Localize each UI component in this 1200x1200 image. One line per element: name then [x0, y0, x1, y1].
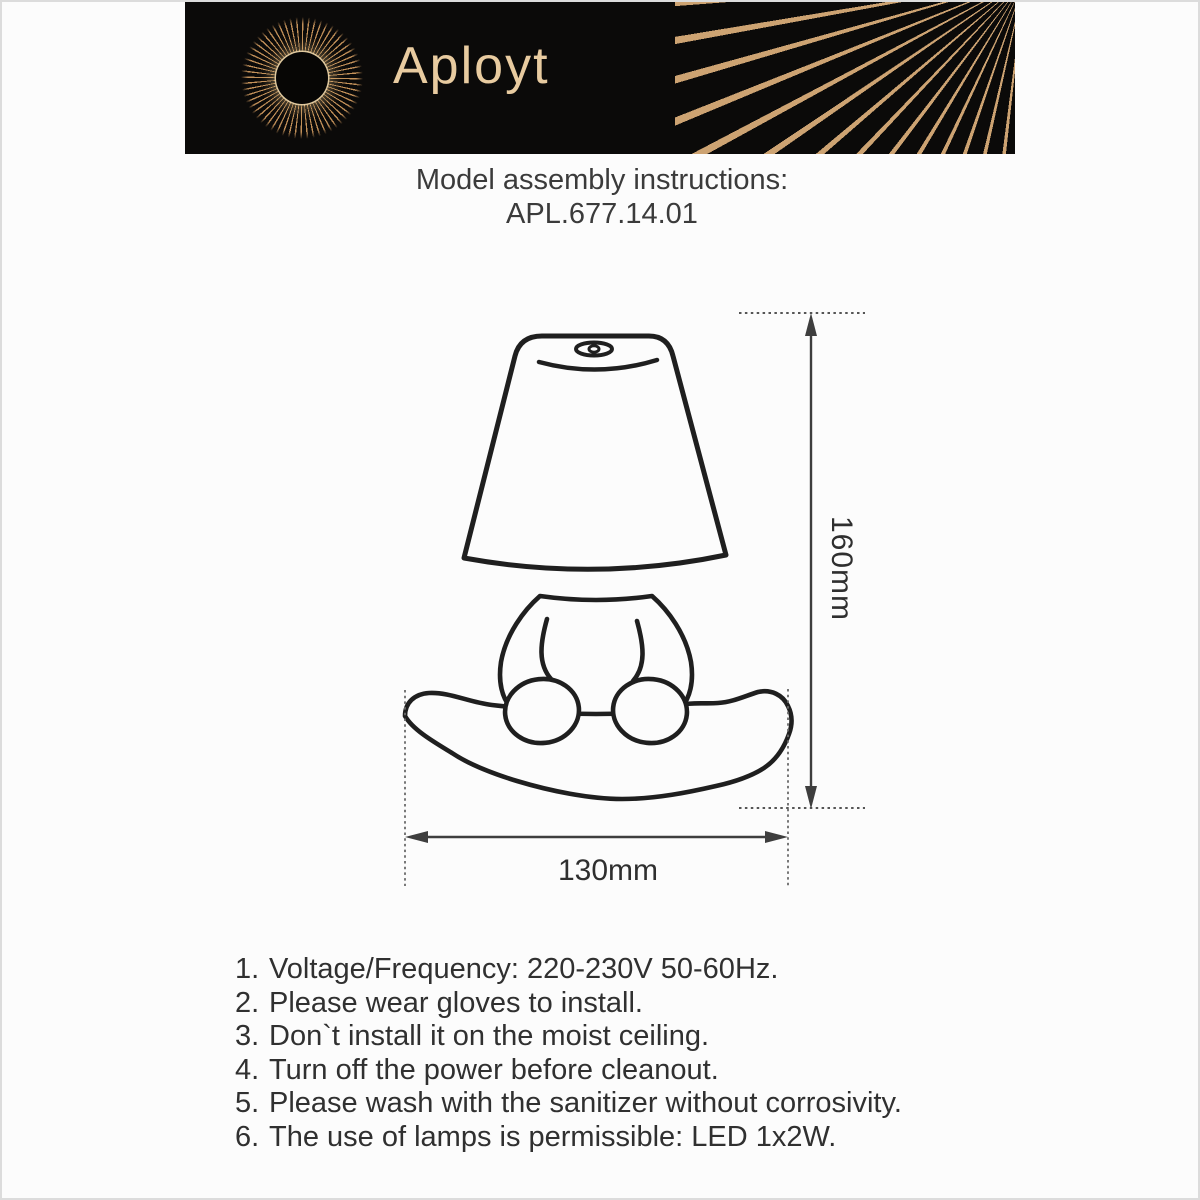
item-text: Turn off the power before cleanout. [269, 1053, 719, 1086]
list-item [235, 1054, 995, 1088]
item-text: Don`t install it on the moist ceiling. [269, 1020, 710, 1052]
item-number: 2. [235, 986, 260, 1019]
item-number: 1. [235, 953, 260, 985]
item-number: 3. [235, 1020, 260, 1052]
item-text: Please wear gloves to install. [269, 986, 643, 1019]
page-title: Model assembly instructions: [415, 164, 789, 196]
list-item [235, 987, 995, 1021]
lamp-shade-outline [464, 336, 726, 569]
item-number: 4. [235, 1053, 260, 1086]
item-text: Voltage/Frequency: 220-230V 50-60Hz. [269, 953, 779, 985]
list-item [235, 1087, 995, 1121]
instruction-list [235, 953, 995, 1154]
model-number: APL.677.14.01 [506, 198, 698, 230]
width-dimension-label: 130mm [557, 854, 659, 887]
list-item [235, 953, 995, 987]
list-item [235, 1121, 995, 1155]
item-number: 5. [235, 1087, 260, 1119]
brand-wordmark: Aployt [393, 37, 550, 95]
list-item [235, 1020, 995, 1054]
item-number: 6. [235, 1120, 260, 1153]
item-text: The use of lamps is permissible: LED 1x2W. [269, 1120, 837, 1153]
item-text: Please wash with the sanitizer without corrosivity. [269, 1087, 902, 1119]
height-dimension-label: 160mm [825, 516, 858, 622]
